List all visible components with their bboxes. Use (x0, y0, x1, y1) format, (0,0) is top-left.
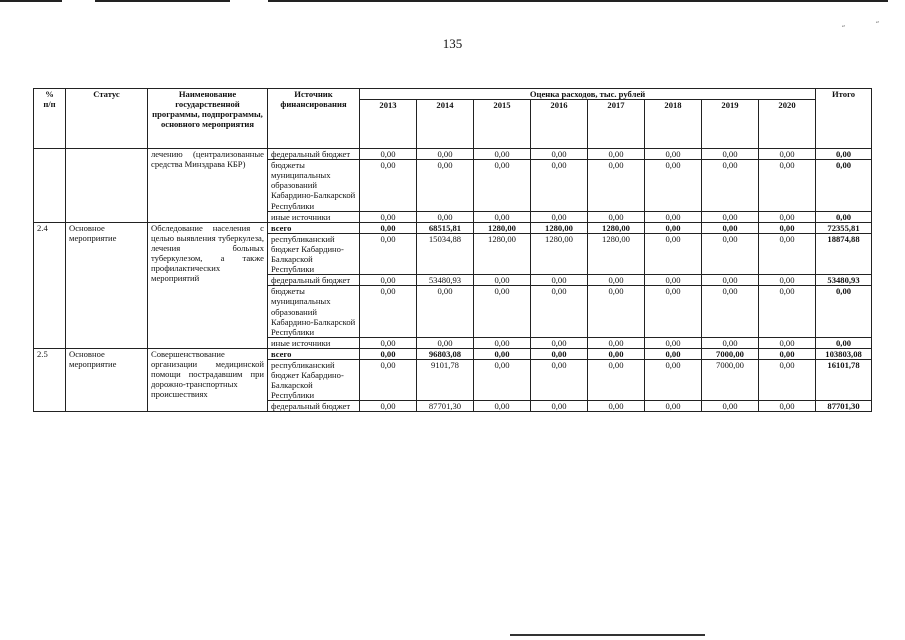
year-value-cell: 0,00 (474, 160, 531, 211)
year-value-cell: 1280,00 (474, 233, 531, 274)
year-value-cell: 0,00 (702, 222, 759, 233)
year-value-cell: 0,00 (702, 211, 759, 222)
scan-edge-line (95, 0, 230, 2)
total-value-cell: 0,00 (816, 337, 872, 348)
year-value-cell: 7000,00 (702, 359, 759, 400)
year-value-cell: 0,00 (759, 160, 816, 211)
year-value-cell: 7000,00 (702, 348, 759, 359)
total-value-cell: 0,00 (816, 160, 872, 211)
funding-source-cell: федеральный бюджет (268, 401, 360, 412)
year-value-cell: 0,00 (531, 275, 588, 286)
funding-source-cell: всего (268, 348, 360, 359)
year-value-cell: 0,00 (531, 359, 588, 400)
year-value-cell: 0,00 (759, 149, 816, 160)
year-value-cell: 0,00 (645, 222, 702, 233)
year-value-cell: 0,00 (417, 149, 474, 160)
year-value-cell: 0,00 (759, 275, 816, 286)
year-value-cell: 0,00 (759, 222, 816, 233)
year-value-cell: 1280,00 (588, 233, 645, 274)
funding-source-cell: бюджеты муниципальных образований Кабардино-Балкарской Республики (268, 286, 360, 337)
year-value-cell: 0,00 (531, 160, 588, 211)
year-value-cell: 0,00 (645, 233, 702, 274)
status-cell (66, 149, 148, 223)
measure-name-cell: лечению (централизованные средства Минздрава КБР) (148, 149, 268, 223)
funding-source-cell: федеральный бюджет (268, 275, 360, 286)
year-value-cell: 0,00 (360, 401, 417, 412)
row-number-cell: 2.5 (34, 348, 66, 412)
expense-table (33, 88, 872, 412)
header-year: 2018 (645, 100, 702, 149)
year-value-cell: 0,00 (360, 359, 417, 400)
table-row (34, 222, 872, 233)
year-value-cell: 1280,00 (474, 222, 531, 233)
scan-edge-line (0, 0, 62, 2)
year-value-cell: 0,00 (360, 233, 417, 274)
header-total: Итого (816, 89, 872, 149)
year-value-cell: 0,00 (759, 211, 816, 222)
year-value-cell: 0,00 (474, 337, 531, 348)
year-value-cell: 0,00 (645, 337, 702, 348)
year-value-cell: 0,00 (702, 337, 759, 348)
year-value-cell: 0,00 (531, 286, 588, 337)
year-value-cell: 0,00 (588, 286, 645, 337)
year-value-cell: 0,00 (645, 401, 702, 412)
header-year: 2014 (417, 100, 474, 149)
year-value-cell: 0,00 (360, 160, 417, 211)
total-value-cell: 53480,93 (816, 275, 872, 286)
year-value-cell: 0,00 (702, 401, 759, 412)
year-value-cell: 0,00 (702, 275, 759, 286)
year-value-cell: 0,00 (531, 401, 588, 412)
funding-source-cell: федеральный бюджет (268, 149, 360, 160)
year-value-cell: 15034,88 (417, 233, 474, 274)
year-value-cell: 0,00 (702, 160, 759, 211)
year-value-cell: 0,00 (759, 401, 816, 412)
funding-source-cell: иные источники (268, 337, 360, 348)
year-value-cell: 1280,00 (588, 222, 645, 233)
year-value-cell: 0,00 (645, 211, 702, 222)
scan-edge-line (268, 0, 888, 2)
year-value-cell: 0,00 (417, 160, 474, 211)
year-value-cell: 0,00 (759, 359, 816, 400)
year-value-cell: 0,00 (474, 211, 531, 222)
year-value-cell: 0,00 (588, 359, 645, 400)
row-number-cell: 2.4 (34, 222, 66, 348)
total-value-cell: 0,00 (816, 286, 872, 337)
year-value-cell: 0,00 (474, 359, 531, 400)
funding-source-cell: республиканский бюджет Кабардино-Балкарской Республики (268, 359, 360, 400)
year-value-cell: 0,00 (360, 337, 417, 348)
year-value-cell: 0,00 (531, 348, 588, 359)
year-value-cell: 0,00 (702, 149, 759, 160)
funding-source-cell: республиканский бюджет Кабардино-Балкарской Республики (268, 233, 360, 274)
year-value-cell: 0,00 (759, 348, 816, 359)
header-source: Источник финансирования (268, 89, 360, 149)
total-value-cell: 18874,88 (816, 233, 872, 274)
header-year: 2019 (702, 100, 759, 149)
header-year: 2016 (531, 100, 588, 149)
year-value-cell: 0,00 (360, 275, 417, 286)
table-body (34, 149, 872, 412)
year-value-cell: 0,00 (759, 286, 816, 337)
header-estimate: Оценка расходов, тыс. рублей (360, 89, 816, 100)
total-value-cell: 0,00 (816, 149, 872, 160)
scan-edge-line (510, 634, 705, 636)
measure-name-cell: Обследование населения с целью выявления туберкулеза, лечения больных туберкулезом, а также профилактических мероприятий (148, 222, 268, 348)
funding-source-cell: иные источники (268, 211, 360, 222)
year-value-cell: 53480,93 (417, 275, 474, 286)
year-value-cell: 0,00 (474, 348, 531, 359)
year-value-cell: 0,00 (360, 149, 417, 160)
year-value-cell: 0,00 (702, 233, 759, 274)
year-value-cell: 0,00 (588, 401, 645, 412)
year-value-cell: 1280,00 (531, 222, 588, 233)
year-value-cell: 0,00 (474, 286, 531, 337)
year-value-cell: 0,00 (645, 348, 702, 359)
total-value-cell: 72355,81 (816, 222, 872, 233)
year-value-cell: 0,00 (360, 211, 417, 222)
status-cell: Основное мероприятие (66, 348, 148, 412)
corner-mark: ˝ (842, 24, 845, 34)
year-value-cell: 0,00 (474, 275, 531, 286)
year-value-cell: 96803,08 (417, 348, 474, 359)
year-value-cell: 0,00 (645, 359, 702, 400)
year-value-cell: 0,00 (417, 211, 474, 222)
measure-name-cell: Совершенствование организации медицинской помощи пострадавшим при дорожно-транспортных происшествиях (148, 348, 268, 412)
year-value-cell: 0,00 (588, 149, 645, 160)
status-cell: Основное мероприятие (66, 222, 148, 348)
year-value-cell: 9101,78 (417, 359, 474, 400)
year-value-cell: 0,00 (645, 149, 702, 160)
header-year: 2017 (588, 100, 645, 149)
year-value-cell: 0,00 (588, 160, 645, 211)
total-value-cell: 103803,08 (816, 348, 872, 359)
year-value-cell: 0,00 (588, 348, 645, 359)
year-value-cell: 0,00 (531, 211, 588, 222)
header-year: 2015 (474, 100, 531, 149)
year-value-cell: 0,00 (474, 401, 531, 412)
year-value-cell: 0,00 (645, 275, 702, 286)
total-value-cell: 87701,30 (816, 401, 872, 412)
year-value-cell: 0,00 (588, 275, 645, 286)
corner-mark: ˝ (876, 20, 879, 30)
total-value-cell: 0,00 (816, 211, 872, 222)
year-value-cell: 0,00 (360, 222, 417, 233)
year-value-cell: 0,00 (645, 286, 702, 337)
year-value-cell: 0,00 (360, 286, 417, 337)
year-value-cell: 0,00 (588, 211, 645, 222)
funding-source-cell: всего (268, 222, 360, 233)
header-status: Статус (66, 89, 148, 149)
total-value-cell: 16101,78 (816, 359, 872, 400)
year-value-cell: 87701,30 (417, 401, 474, 412)
year-value-cell: 0,00 (759, 233, 816, 274)
funding-source-cell: бюджеты муниципальных образований Кабардино-Балкарской Республики (268, 160, 360, 211)
year-value-cell: 0,00 (645, 160, 702, 211)
year-value-cell: 0,00 (531, 149, 588, 160)
header-name: Наименование государственной программы, подпрограммы, основного мероприятия (148, 89, 268, 149)
year-value-cell: 0,00 (759, 337, 816, 348)
year-value-cell: 0,00 (531, 337, 588, 348)
header-num: % п/п (34, 89, 66, 149)
row-number-cell (34, 149, 66, 223)
year-value-cell: 0,00 (360, 348, 417, 359)
year-value-cell: 0,00 (417, 286, 474, 337)
year-value-cell: 0,00 (474, 149, 531, 160)
table-row (34, 348, 872, 359)
year-value-cell: 1280,00 (531, 233, 588, 274)
page-number: 135 (442, 36, 463, 51)
table-row (34, 149, 872, 160)
header-year: 2013 (360, 100, 417, 149)
year-value-cell: 0,00 (417, 337, 474, 348)
year-value-cell: 0,00 (588, 337, 645, 348)
year-value-cell: 0,00 (702, 286, 759, 337)
year-value-cell: 68515,81 (417, 222, 474, 233)
header-year: 2020 (759, 100, 816, 149)
